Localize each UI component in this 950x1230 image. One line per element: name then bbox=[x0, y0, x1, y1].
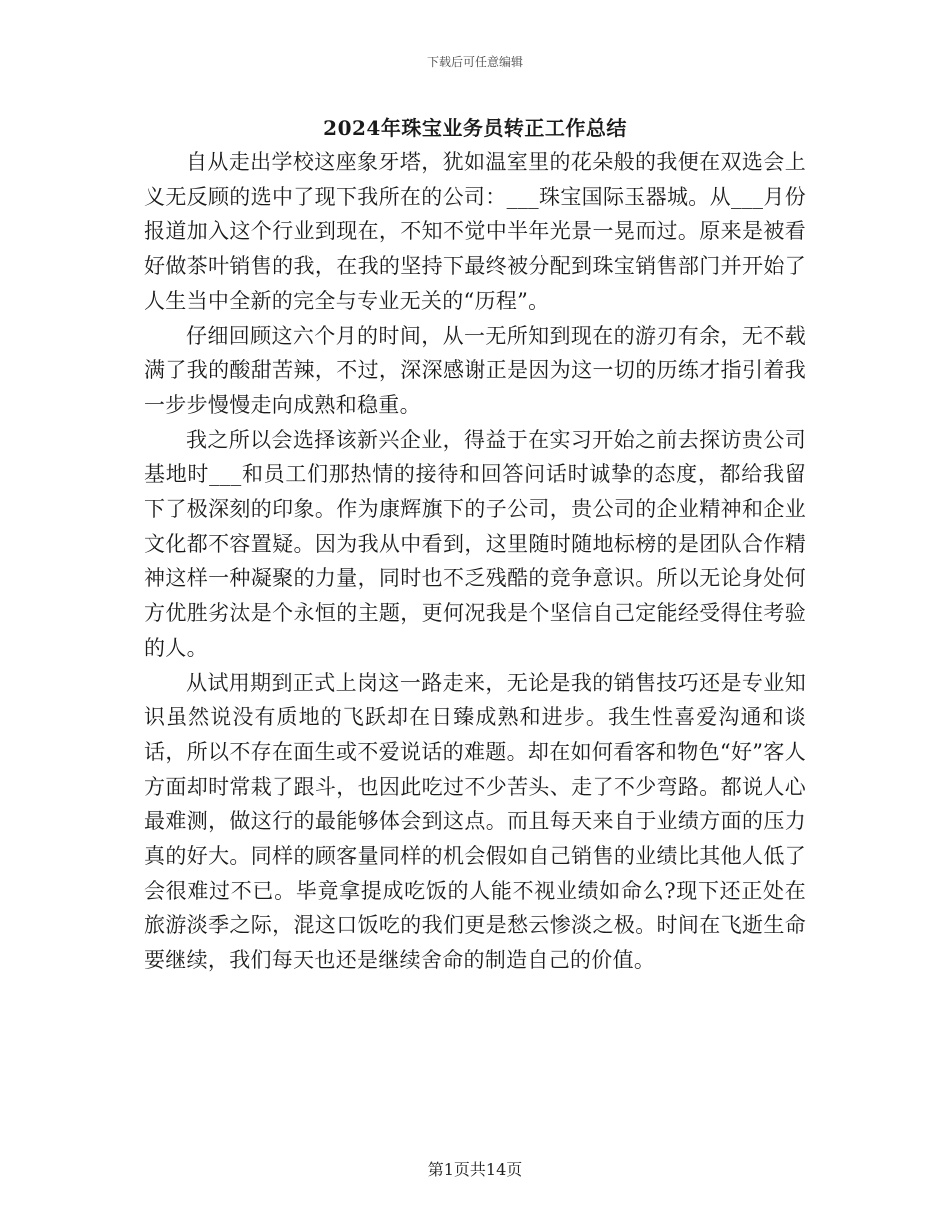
paragraph-3: 我之所以会选择该新兴企业，得益于在实习开始之前去探访贵公司基地时___和员工们那热情的接待和回答问话时诚挚的态度，都给我留下了极深刻的印象。作为康辉旗下的子公司，贵公司的企业精神和企业文化都不容置疑。因为我从中看到，这里随时随地标榜的是团队合作精神这样一种凝聚的力量，同时也不乏残酷的竞争意识。所以无论身处何方优胜劣汰是个永恒的主题，更何况我是个坚信自己定能经受得住考验的人。 bbox=[144, 427, 806, 660]
paragraph-2: 仔细回顾这六个月的时间，从一无所知到现在的游刃有余，无不载满了我的酸甜苦辣，不过，深深感谢正是因为这一切的历练才指引着我一步步慢慢走向成熟和稳重。 bbox=[144, 323, 806, 417]
page-number-footer: 第1页共14页 bbox=[427, 1160, 523, 1179]
document-body bbox=[144, 145, 806, 978]
page-header-note: 下载后可任意编辑 bbox=[426, 55, 523, 69]
paragraph-1: 自从走出学校这座象牙塔，犹如温室里的花朵般的我便在双选会上义无反顾的选中了现下我所在的公司：___珠宝国际玉器城。从___月份报道加入这个行业到现在，不知不觉中半年光景一晃而过。原来是被看好做茶叶销售的我，在我的坚持下最终被分配到珠宝销售部门并开始了人生当中全新的完全与专业无关的“历程”。 bbox=[144, 150, 806, 313]
document-title: 2024年珠宝业务员转正工作总结 bbox=[323, 116, 627, 140]
paragraph-4: 从试用期到正式上岗这一路走来，无论是我的销售技巧还是专业知识虽然说没有质地的飞跃却在日臻成熟和进步。我生性喜爱沟通和谈话，所以不存在面生或不爱说话的难题。却在如何看客和物色“好”客人方面却时常栽了跟斗，也因此吃过不少苦头、走了不少弯路。都说人心最难测，做这行的最能够体会到这点。而且每天来自于业绩方面的压力真的好大。同样的顾客量同样的机会假如自己销售的业绩比其他人低了会很难过不已。毕竟拿提成吃饭的人能不视业绩如命么?现下还正处在旅游淡季之际，混这口饭吃的我们更是愁云惨淡之极。时间在飞逝生命要继续，我们每天也还是继续舍命的制造自己的价值。 bbox=[144, 670, 806, 973]
